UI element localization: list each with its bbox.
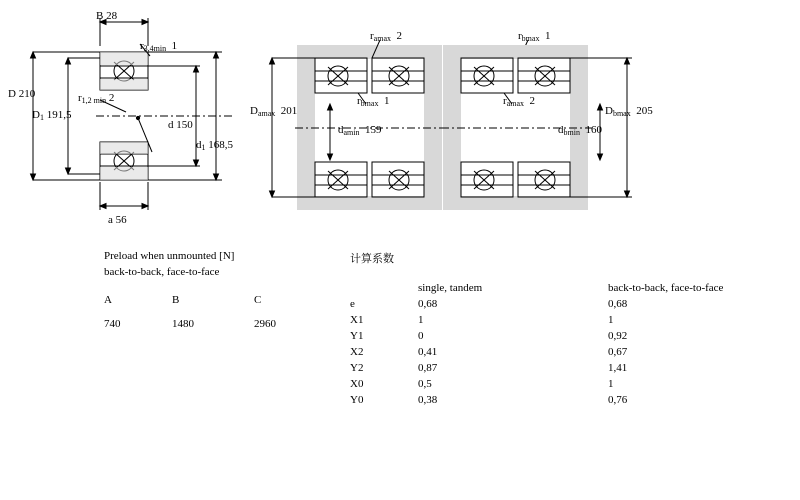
factors-symbol: X2 bbox=[350, 346, 364, 358]
factors-col-single: single, tandem bbox=[418, 282, 483, 294]
factors-single: 0 bbox=[418, 330, 424, 342]
label-rbmax-mid: $r_{bmax}$ 1 bbox=[357, 95, 390, 108]
table-row bbox=[350, 394, 723, 410]
factors-btb: 0,92 bbox=[608, 330, 628, 342]
label-Damax: $D_{amax}$ 201 bbox=[250, 105, 298, 118]
factors-symbol: X0 bbox=[350, 378, 364, 390]
label-d1: $d_1$ 168,5 bbox=[196, 139, 233, 152]
label-d: d 150 bbox=[168, 119, 193, 131]
factors-symbol: X1 bbox=[350, 314, 364, 326]
factors-symbol: Y1 bbox=[350, 330, 364, 342]
factors-single: 0,87 bbox=[418, 362, 438, 374]
label-rbmax-top: $r_{bmax}$ 1 bbox=[518, 30, 551, 43]
factors-btb: 1,41 bbox=[608, 362, 628, 374]
label-B: B 28 bbox=[96, 10, 118, 22]
preload-title: Preload when unmounted [N] bbox=[104, 250, 235, 262]
table-row bbox=[350, 362, 723, 378]
factors-symbol: e bbox=[350, 298, 355, 310]
preload-col-a: A bbox=[104, 294, 112, 306]
table-row bbox=[350, 378, 723, 394]
factors-symbol: Y0 bbox=[350, 394, 364, 406]
factors-btb: 0,67 bbox=[608, 346, 628, 358]
label-a: a 56 bbox=[108, 214, 127, 226]
label-ramax-mid: $r_{amax}$ 2 bbox=[503, 95, 535, 108]
label-r12min: $r_{1,2 min}$ 2 bbox=[78, 92, 115, 105]
label-ramax-top: $r_{amax}$ 2 bbox=[370, 30, 402, 43]
preload-col-c: C bbox=[254, 294, 262, 306]
table-row-headers bbox=[104, 294, 334, 310]
preload-table bbox=[104, 250, 334, 334]
preload-col-b: B bbox=[172, 294, 180, 306]
table-row-values bbox=[104, 310, 334, 334]
factors-table bbox=[350, 250, 723, 410]
factors-col-btb: back-to-back, face-to-face bbox=[608, 282, 724, 294]
label-dbmin: $d_{bmin}$ 160 bbox=[558, 124, 602, 137]
preload-value-a: 740 bbox=[104, 318, 121, 330]
table-row-headers bbox=[350, 282, 723, 298]
table-row bbox=[350, 346, 723, 362]
factors-btb: 0,76 bbox=[608, 394, 628, 406]
preload-values-table bbox=[104, 294, 334, 334]
label-r34min: $r_{3,4min}$ 1 bbox=[140, 40, 178, 53]
factors-symbol: Y2 bbox=[350, 362, 364, 374]
factors-single: 0,41 bbox=[418, 346, 438, 358]
factors-btb: 1 bbox=[608, 314, 614, 326]
factors-single: 1 bbox=[418, 314, 424, 326]
label-damin: $d_{amin}$ 159 bbox=[338, 124, 382, 137]
factors-btb: 1 bbox=[608, 378, 614, 390]
preload-value-c: 2960 bbox=[254, 318, 276, 330]
factors-single: 0,5 bbox=[418, 378, 432, 390]
factors-single: 0,68 bbox=[418, 298, 438, 310]
table-row bbox=[350, 330, 723, 346]
factors-title: 计算系数 bbox=[350, 252, 394, 265]
preload-subtitle: back-to-back, face-to-face bbox=[104, 266, 220, 278]
factors-btb: 0,68 bbox=[608, 298, 628, 310]
label-Dbmax: $D_{bmax}$ 205 bbox=[605, 105, 653, 118]
table-row bbox=[350, 298, 723, 314]
label-D: D 210 bbox=[8, 88, 36, 100]
table-row bbox=[350, 314, 723, 330]
preload-value-b: 1480 bbox=[172, 318, 194, 330]
label-D1: $D_1$ 191,5 bbox=[32, 109, 72, 122]
factors-single: 0,38 bbox=[418, 394, 438, 406]
factors-col-symbol bbox=[350, 282, 418, 298]
